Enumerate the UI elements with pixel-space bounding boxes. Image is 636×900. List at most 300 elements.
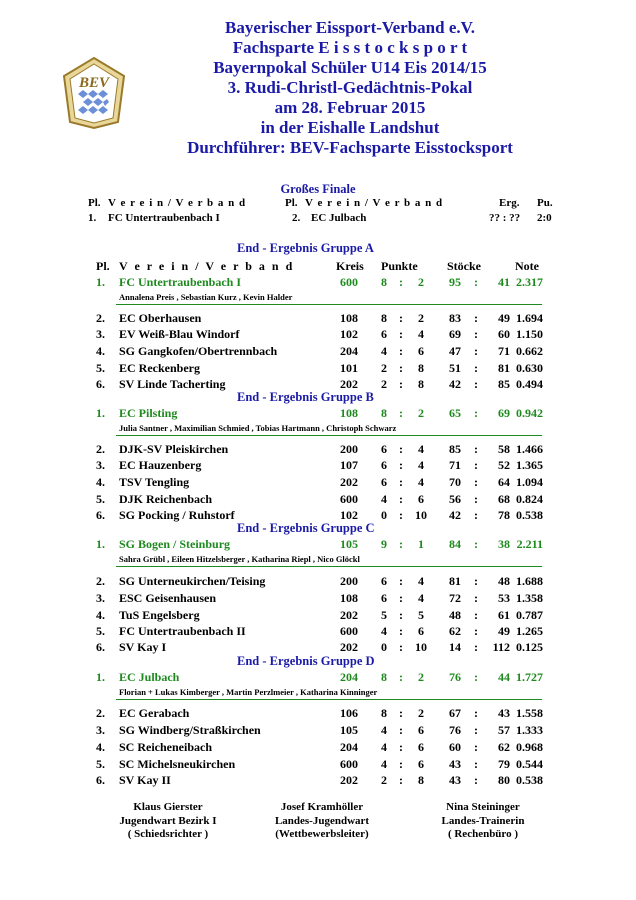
cell-pl: 1. — [96, 537, 105, 551]
cell-s2: 81 — [498, 361, 510, 375]
cell-p1: 6 — [381, 475, 387, 489]
cell-p1: 2 — [381, 361, 387, 375]
cell-s1: 70 — [449, 475, 461, 489]
cell-name: DJK-SV Pleiskirchen — [119, 442, 229, 456]
cell-separator: : — [399, 640, 403, 654]
cell-p2: 2 — [418, 406, 424, 420]
cell-p1: 5 — [381, 608, 387, 622]
table-row — [0, 361, 636, 377]
cell-note: 2.317 — [516, 275, 543, 289]
cell-p2: 10 — [415, 640, 427, 654]
cell-p1: 9 — [381, 537, 387, 551]
cell-note: 1.558 — [516, 706, 543, 720]
table-row — [0, 574, 636, 590]
cell-note: 1.694 — [516, 311, 543, 325]
cell-separator: : — [474, 275, 478, 289]
group-c-underline — [116, 566, 542, 567]
cell-name: SV Kay II — [119, 773, 171, 787]
cell-separator: : — [474, 773, 478, 787]
table-row — [0, 537, 636, 553]
cell-kreis: 204 — [340, 740, 358, 754]
cell-p1: 4 — [381, 624, 387, 638]
cell-s2: 44 — [498, 670, 510, 684]
cell-pl: 3. — [96, 327, 105, 341]
cell-p1: 8 — [381, 670, 387, 684]
cell-kreis: 202 — [340, 773, 358, 787]
cell-s2: 58 — [498, 442, 510, 456]
cell-kreis: 204 — [340, 670, 358, 684]
cell-note: 1.094 — [516, 475, 543, 489]
header-line: in der Eishalle Landshut — [260, 118, 440, 137]
cell-kreis: 202 — [340, 475, 358, 489]
cell-name: SC Michelsneukirchen — [119, 757, 236, 771]
cell-s1: 51 — [449, 361, 461, 375]
header-line: Bayerischer Eissport-Verband e.V. — [225, 18, 475, 37]
col-pl: Pl. — [96, 259, 110, 273]
cell-note: 0.662 — [516, 344, 543, 358]
group-b-underline — [116, 435, 542, 436]
cell-s2: 43 — [498, 706, 510, 720]
cell-name: FC Untertraubenbach I — [119, 275, 241, 289]
table-row — [0, 458, 636, 474]
cell-separator: : — [474, 458, 478, 472]
cell-kreis: 108 — [340, 311, 358, 325]
cell-p1: 6 — [381, 442, 387, 456]
cell-s2: 49 — [498, 624, 510, 638]
table-row — [0, 377, 636, 393]
final-col-pu: Pu. — [537, 197, 553, 209]
cell-p1: 2 — [381, 377, 387, 391]
cell-s2: 61 — [498, 608, 510, 622]
cell-pl: 4. — [96, 608, 105, 622]
cell-pl: 2. — [96, 706, 105, 720]
cell-kreis: 107 — [340, 458, 358, 472]
cell-p2: 10 — [415, 508, 427, 522]
cell-s1: 71 — [449, 458, 461, 472]
cell-kreis: 105 — [340, 537, 358, 551]
cell-pl: 1. — [96, 670, 105, 684]
cell-p2: 2 — [418, 670, 424, 684]
cell-separator: : — [474, 723, 478, 737]
cell-p2: 6 — [418, 492, 424, 506]
signature-function: ( Schiedsrichter ) — [127, 828, 209, 840]
cell-s1: 43 — [449, 757, 461, 771]
table-row — [0, 344, 636, 360]
bev-logo-icon — [58, 56, 130, 130]
cell-p1: 6 — [381, 574, 387, 588]
cell-pl: 2. — [96, 311, 105, 325]
cell-s1: 85 — [449, 442, 461, 456]
cell-kreis: 202 — [340, 640, 358, 654]
cell-s1: 56 — [449, 492, 461, 506]
cell-kreis: 202 — [340, 377, 358, 391]
cell-p2: 6 — [418, 757, 424, 771]
cell-s2: 41 — [498, 275, 510, 289]
cell-name: SG Windberg/Straßkirchen — [119, 723, 261, 737]
cell-s1: 81 — [449, 574, 461, 588]
group-a-members: Annalena Preis , Sebastian Kurz , Kevin Halder — [119, 292, 293, 302]
col-note: Note — [515, 259, 539, 273]
cell-separator: : — [474, 640, 478, 654]
cell-kreis: 204 — [340, 344, 358, 358]
cell-s2: 68 — [498, 492, 510, 506]
cell-kreis: 105 — [340, 723, 358, 737]
cell-s2: 78 — [498, 508, 510, 522]
table-row — [0, 591, 636, 607]
cell-name: EC Hauzenberg — [119, 458, 202, 472]
cell-p2: 2 — [418, 275, 424, 289]
cell-s2: 53 — [498, 591, 510, 605]
cell-s1: 48 — [449, 608, 461, 622]
cell-s1: 76 — [449, 723, 461, 737]
cell-pl: 5. — [96, 757, 105, 771]
signature-role: Jugendwart Bezirk I — [119, 814, 217, 827]
final-left-name: FC Untertraubenbach I — [108, 212, 220, 224]
cell-separator: : — [474, 475, 478, 489]
group-d-members: Florian + Lukas Kimberger , Martin Perzlmeier , Katharina Kinninger — [119, 687, 378, 697]
cell-s2: 71 — [498, 344, 510, 358]
cell-separator: : — [474, 574, 478, 588]
document-header — [130, 18, 570, 158]
cell-pl: 3. — [96, 458, 105, 472]
cell-p1: 4 — [381, 492, 387, 506]
table-row — [0, 670, 636, 686]
cell-name: TSV Tengling — [119, 475, 190, 489]
final-left-pl: 1. — [88, 212, 97, 224]
cell-s2: 80 — [498, 773, 510, 787]
cell-note: 0.125 — [516, 640, 543, 654]
cell-s1: 62 — [449, 624, 461, 638]
cell-separator: : — [399, 608, 403, 622]
final-col-pl2: Pl. — [285, 197, 298, 209]
cell-kreis: 600 — [340, 757, 358, 771]
table-row — [0, 311, 636, 327]
cell-name: EC Gerabach — [119, 706, 190, 720]
cell-name: SG Unterneukirchen/Teising — [119, 574, 266, 588]
cell-name: FC Untertraubenbach II — [119, 624, 246, 638]
cell-kreis: 600 — [340, 492, 358, 506]
table-row — [0, 740, 636, 756]
cell-p2: 8 — [418, 361, 424, 375]
cell-p2: 2 — [418, 706, 424, 720]
cell-p1: 8 — [381, 406, 387, 420]
cell-kreis: 202 — [340, 608, 358, 622]
table-header-row — [0, 259, 636, 275]
final-col-erg: Erg. — [499, 197, 520, 209]
cell-p1: 6 — [381, 327, 387, 341]
table-row — [0, 757, 636, 773]
cell-p1: 4 — [381, 344, 387, 358]
cell-s1: 95 — [449, 275, 461, 289]
cell-s1: 84 — [449, 537, 461, 551]
col-stoecke: Stöcke — [447, 259, 481, 273]
cell-pl: 4. — [96, 475, 105, 489]
cell-p1: 0 — [381, 508, 387, 522]
cell-s1: 14 — [449, 640, 461, 654]
cell-note: 0.494 — [516, 377, 543, 391]
cell-p1: 2 — [381, 773, 387, 787]
cell-note: 0.942 — [516, 406, 543, 420]
header-line: 3. Rudi-Christl-Gedächtnis-Pokal — [227, 78, 473, 97]
cell-separator: : — [474, 757, 478, 771]
cell-name: DJK Reichenbach — [119, 492, 212, 506]
cell-name: SG Gangkofen/Obertrennbach — [119, 344, 278, 358]
final-erg: ?? : ?? — [489, 212, 521, 224]
cell-p1: 4 — [381, 740, 387, 754]
header-line: Fachsparte E i s s t o c k s p o r t — [232, 38, 468, 57]
table-row — [0, 608, 636, 624]
cell-pl: 2. — [96, 574, 105, 588]
cell-separator: : — [399, 591, 403, 605]
cell-note: 1.358 — [516, 591, 543, 605]
col-punkte: Punkte — [381, 259, 418, 273]
cell-s2: 62 — [498, 740, 510, 754]
cell-separator: : — [399, 670, 403, 684]
cell-pl: 2. — [96, 442, 105, 456]
cell-kreis: 108 — [340, 406, 358, 420]
cell-kreis: 102 — [340, 327, 358, 341]
cell-s1: 65 — [449, 406, 461, 420]
final-title: Großes Finale — [280, 182, 356, 196]
cell-separator: : — [399, 574, 403, 588]
cell-s2: 85 — [498, 377, 510, 391]
cell-s1: 43 — [449, 773, 461, 787]
cell-s1: 72 — [449, 591, 461, 605]
cell-s2: 60 — [498, 327, 510, 341]
table-row — [0, 442, 636, 458]
cell-p1: 8 — [381, 311, 387, 325]
cell-s2: 112 — [492, 640, 510, 654]
table-row — [0, 406, 636, 422]
cell-s1: 47 — [449, 344, 461, 358]
cell-s2: 48 — [498, 574, 510, 588]
table-row — [0, 492, 636, 508]
cell-kreis: 106 — [340, 706, 358, 720]
cell-pl: 3. — [96, 723, 105, 737]
cell-separator: : — [474, 740, 478, 754]
signature-name: Nina Steininger — [446, 801, 520, 813]
header-line: Durchführer: BEV-Fachsparte Eisstocksport — [187, 138, 513, 157]
cell-s1: 42 — [449, 508, 461, 522]
cell-separator: : — [474, 442, 478, 456]
cell-p2: 4 — [418, 574, 424, 588]
cell-separator: : — [474, 608, 478, 622]
cell-p2: 6 — [418, 344, 424, 358]
group-d-underline — [116, 699, 542, 700]
signature-block — [232, 801, 412, 842]
cell-pl: 1. — [96, 275, 105, 289]
cell-note: 1.688 — [516, 574, 543, 588]
col-kreis: Kreis — [336, 259, 364, 273]
cell-note: 2.211 — [516, 537, 543, 551]
cell-kreis: 600 — [340, 275, 358, 289]
cell-p2: 6 — [418, 740, 424, 754]
table-row — [0, 624, 636, 640]
cell-s1: 76 — [449, 670, 461, 684]
table-row — [0, 706, 636, 722]
cell-note: 1.265 — [516, 624, 543, 638]
cell-separator: : — [399, 406, 403, 420]
cell-separator: : — [399, 458, 403, 472]
cell-separator: : — [399, 327, 403, 341]
group-b-members: Julia Santner , Maximilian Schmied , Tobias Hartmann , Christoph Schwarz — [119, 423, 397, 433]
final-pu: 2:0 — [537, 212, 552, 224]
cell-pl: 1. — [96, 406, 105, 420]
cell-separator: : — [399, 377, 403, 391]
cell-separator: : — [399, 706, 403, 720]
cell-note: 1.333 — [516, 723, 543, 737]
group-b-title: End - Ergebnis Gruppe B — [237, 390, 374, 404]
cell-separator: : — [399, 773, 403, 787]
cell-p2: 4 — [418, 475, 424, 489]
cell-separator: : — [399, 442, 403, 456]
group-c-title: End - Ergebnis Gruppe C — [237, 521, 375, 535]
cell-s2: 57 — [498, 723, 510, 737]
cell-pl: 3. — [96, 591, 105, 605]
table-row — [0, 723, 636, 739]
cell-separator: : — [399, 361, 403, 375]
cell-p2: 8 — [418, 377, 424, 391]
cell-separator: : — [474, 591, 478, 605]
cell-separator: : — [474, 492, 478, 506]
cell-note: 0.538 — [516, 508, 543, 522]
cell-pl: 6. — [96, 773, 105, 787]
final-col-pl: Pl. — [88, 197, 101, 209]
cell-note: 0.787 — [516, 608, 543, 622]
table-row — [0, 327, 636, 343]
cell-p2: 4 — [418, 458, 424, 472]
cell-pl: 5. — [96, 624, 105, 638]
cell-pl: 4. — [96, 344, 105, 358]
group-a-underline — [116, 304, 542, 305]
cell-separator: : — [399, 492, 403, 506]
cell-note: 0.630 — [516, 361, 543, 375]
cell-name: EC Oberhausen — [119, 311, 202, 325]
table-row — [0, 773, 636, 789]
cell-name: TuS Engelsberg — [119, 608, 200, 622]
group-a-title: End - Ergebnis Gruppe A — [237, 241, 374, 255]
cell-separator: : — [399, 311, 403, 325]
final-match-row — [0, 212, 636, 228]
col-verein: V e r e i n / V e r b a n d — [119, 259, 295, 273]
cell-note: 1.466 — [516, 442, 543, 456]
cell-p1: 6 — [381, 458, 387, 472]
signature-name: Klaus Gierster — [133, 801, 203, 813]
cell-note: 0.544 — [516, 757, 543, 771]
signature-function: ( Rechenbüro ) — [447, 828, 519, 840]
signature-block — [393, 801, 573, 842]
cell-p2: 1 — [418, 537, 424, 551]
final-right-name: EC Julbach — [311, 212, 367, 224]
cell-s1: 42 — [449, 377, 461, 391]
cell-p1: 4 — [381, 757, 387, 771]
cell-p1: 8 — [381, 706, 387, 720]
cell-p2: 2 — [418, 311, 424, 325]
cell-separator: : — [474, 361, 478, 375]
cell-kreis: 200 — [340, 442, 358, 456]
cell-p1: 4 — [381, 723, 387, 737]
cell-p2: 4 — [418, 591, 424, 605]
cell-s2: 52 — [498, 458, 510, 472]
cell-pl: 5. — [96, 361, 105, 375]
cell-pl: 5. — [96, 492, 105, 506]
cell-p2: 6 — [418, 624, 424, 638]
cell-kreis: 600 — [340, 624, 358, 638]
signature-block — [78, 801, 258, 842]
cell-separator: : — [399, 275, 403, 289]
cell-p2: 4 — [418, 327, 424, 341]
cell-separator: : — [399, 537, 403, 551]
cell-p2: 5 — [418, 608, 424, 622]
header-line: Bayernpokal Schüler U14 Eis 2014/15 — [213, 58, 487, 77]
cell-separator: : — [474, 508, 478, 522]
header-line: am 28. Februar 2015 — [274, 98, 426, 117]
cell-s2: 38 — [498, 537, 510, 551]
signature-function: (Wettbewerbsleiter) — [275, 828, 369, 840]
cell-note: 0.968 — [516, 740, 543, 754]
cell-name: SC Reicheneibach — [119, 740, 212, 754]
cell-pl: 6. — [96, 640, 105, 654]
cell-separator: : — [474, 706, 478, 720]
cell-s2: 64 — [498, 475, 510, 489]
signature-name: Josef Kramhöller — [280, 801, 364, 813]
cell-p1: 6 — [381, 591, 387, 605]
cell-s1: 83 — [449, 311, 461, 325]
cell-p2: 4 — [418, 442, 424, 456]
cell-name: EC Pilsting — [119, 406, 178, 420]
cell-kreis: 200 — [340, 574, 358, 588]
cell-note: 1.150 — [516, 327, 543, 341]
logo-text: BEV — [78, 75, 110, 91]
cell-name: SV Linde Tacherting — [119, 377, 226, 391]
cell-name: EC Reckenberg — [119, 361, 200, 375]
cell-separator: : — [474, 344, 478, 358]
cell-s2: 69 — [498, 406, 510, 420]
cell-name: SV Kay I — [119, 640, 167, 654]
cell-note: 0.824 — [516, 492, 543, 506]
cell-separator: : — [399, 508, 403, 522]
cell-kreis: 108 — [340, 591, 358, 605]
cell-separator: : — [474, 624, 478, 638]
cell-separator: : — [399, 757, 403, 771]
cell-pl: 6. — [96, 508, 105, 522]
final-header-row — [0, 197, 636, 213]
cell-s1: 69 — [449, 327, 461, 341]
cell-name: EC Julbach — [119, 670, 180, 684]
final-right-pl: 2. — [292, 212, 301, 224]
cell-p1: 8 — [381, 275, 387, 289]
table-row — [0, 275, 636, 291]
cell-s1: 67 — [449, 706, 461, 720]
cell-separator: : — [399, 624, 403, 638]
final-col-verein2: V e r e i n / V e r b a n d — [305, 197, 444, 209]
table-row — [0, 508, 636, 524]
cell-p1: 0 — [381, 640, 387, 654]
group-d-title: End - Ergebnis Gruppe D — [237, 654, 375, 668]
cell-pl: 6. — [96, 377, 105, 391]
cell-separator: : — [474, 327, 478, 341]
cell-separator: : — [399, 344, 403, 358]
cell-separator: : — [474, 670, 478, 684]
cell-separator: : — [399, 475, 403, 489]
cell-note: 0.538 — [516, 773, 543, 787]
cell-separator: : — [474, 377, 478, 391]
cell-name: ESC Geisenhausen — [119, 591, 217, 605]
signature-role: Landes-Jugendwart — [274, 814, 370, 827]
cell-separator: : — [474, 537, 478, 551]
cell-pl: 4. — [96, 740, 105, 754]
cell-separator: : — [474, 311, 478, 325]
